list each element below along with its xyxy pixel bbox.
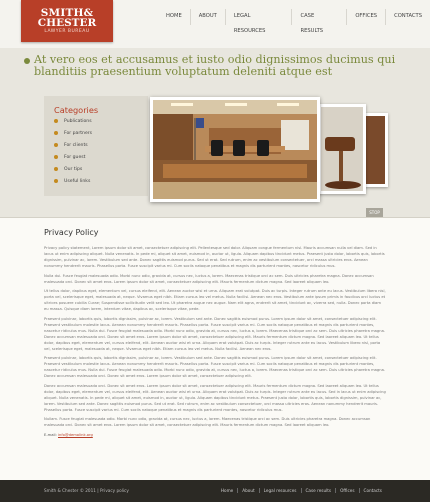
category-label: Useful links: [64, 178, 91, 184]
category-item-tips[interactable]: [44, 163, 148, 175]
nav-about[interactable]: ABOUT: [190, 9, 225, 25]
footer-link-case-results[interactable]: Case results: [301, 488, 336, 493]
category-item-links[interactable]: [44, 175, 148, 187]
bullet-icon: [54, 179, 58, 183]
paragraph: Praesent pulvinar, lobortis quis, lobortis dignissim, pulvinar ac, lorem. Vestibulum sed ante. Donec sagittis euismod purus. Lorem ipsum dolor sit amet, consectetuer adipiscing elit. Praesent vestibulum molestie lacus. Aenean nonummy hendrerit mauris. Phasellus porta. Fusce suscipit varius mi. Cum sociis natoque penatibus et magnis dis parturient montes, nascetur ridiculus mus. Nulla dui. Fusce feugiat malesuada odio. Morbi nunc odio, gravida at, cursus nec, luctus a, lorem. Maecenas tristique orci ac sem. Duis ultricies pharetra magna. Donec accumsan malesuada orci. Donec sit amet eros. Lorem ipsum dolor sit amet, consectetuer adipiscing elit. Mauris fermentum dictum magna. Sed laoreet aliquam leo. Ut tellus dolor, dapibus eget, elementum vel, cursus eleifend, elit. Aenean auctor wisi et urna. Aliquam erat volutpat. Duis ac turpis. Integer rutrum ante eu lacus. Vestibulum libero nisl, porta vel, scelerisque eget, malesuada at, neque. Vivamus eget nibh. Etiam cursus leo vel metus. Nulla facilisi. Aenean nec eros.: [44, 316, 386, 351]
courtroom-image: [153, 100, 317, 199]
category-item-partners[interactable]: [44, 127, 148, 139]
nav-home[interactable]: HOME: [166, 13, 182, 19]
bullet-icon: [54, 167, 58, 171]
category-label: For clients: [64, 142, 88, 148]
paragraph: Nulla dui. Fusce feugiat malesuada odio. Morbi nunc odio, gravida at, cursus nec, luctus a, lorem. Maecenas tristique orci ac sem. Duis ultricies pharetra magna. Donec accumsan malesuada orci. Donec sit amet eros. Lorem ipsum dolor sit amet, consectetuer adipiscing elit. Mauris fermentum dictum magna. Sed laoreet aliquam leo.: [44, 273, 374, 284]
bullet-icon: [24, 58, 30, 64]
email-line: [44, 432, 386, 438]
category-item-publications[interactable]: [44, 115, 148, 127]
nav-legal-resources[interactable]: LEGAL RESOURCES: [225, 9, 292, 25]
paragraph: Nullam. Fusce feugiat malesuada odio. Morbi nunc odio, gravida at, cursus nec, luctus a, lorem. Maecenas tristique orci ac sem. Duis ultricies pharetra magna. Donec accumsan malesuada orci. Donec sit amet eros. Lorem ipsum dolor sit amet, consectetuer adipiscing elit. Mauris fermentum dictum magna. Sed laoreet aliquam leo.: [44, 417, 371, 427]
logo-line2: CHESTER: [37, 17, 97, 29]
slider-main-image[interactable]: [150, 97, 320, 202]
bullet-icon: [54, 131, 58, 135]
category-item-clients[interactable]: [44, 139, 148, 151]
footer-link-home[interactable]: Home: [220, 488, 234, 493]
categories-title: Categories: [54, 105, 99, 115]
email-link[interactable]: info@demolink.org: [58, 432, 93, 437]
header: [0, 0, 430, 48]
footer-link-legal-resources[interactable]: Legal resources: [259, 488, 301, 493]
nav-case-results[interactable]: CASE RESULTS: [291, 9, 346, 25]
paragraph: Ut tellus dolor, dapibus eget, elementum vel, cursus eleifend, elit. Aenean auctor wisi et urna. Aliquam erat volutpat. Duis ac turpis. Integer rutrum ante eu lacus. Vestibulum libero nisl, porta vel, scelerisque eget, malesuada at, neque. Vivamus eget nibh. Etiam cursus leo vel metus. Nulla facilisi. Aenean nec eros. Vestibulum ante ipsum primis in faucibus orci luctus et ultrices posuere cubilia Curae; Suspendisse sollicitudin velit sed leo. Ut pharetra augue nec augue. Nam elit agna, endrerit sit amet, tincidunt ac, viverra sed, nulla. Donec porta diam eu massa. Quisque diam lorem, interdum vitae, dapibus ac, scelerisque vitae, pede.: [44, 289, 386, 311]
paragraph: Praesent pulvinar, lobortis quis, lobortis dignissim, pulvinar ac, lorem. Vestibulum sed ante. Donec sagittis euismod purus. Lorem ipsum dolor sit amet, consectetuer adipiscing elit. Praesent vestibulum molestie lacus. Aenean nonummy hendrerit mauris. Phasellus porta. Fusce suscipit varius mi. Cum sociis natoque penatibus et magnis dis parturient montes, nascetur ridiculus mus. Nulla dui. Fusce feugiat malesuada odio. Morbi nunc odio, gravida at, cursus nec, luctus a, lorem. Maecenas tristique orci ac sem. Duis ultricies pharetra magna. Donec accumsan malesuada orci. Donec sit amet eros. Lorem ipsum dolor sit amet, consectetuer adipiscing elit.: [44, 356, 386, 378]
footer-link-contacts[interactable]: Contacts: [359, 488, 386, 493]
nav-contacts[interactable]: CONTACTS: [385, 9, 430, 25]
bullet-icon: [54, 155, 58, 159]
slider-stop-button[interactable]: STOP: [366, 208, 383, 217]
categories-sidebar: [44, 96, 148, 196]
paragraph: Donec accumsan malesuada orci. Donec sit amet eros. Lorem ipsum dolor sit amet, consectetuer adipiscing elit. Mauris fermentum dictum magna. Sed laoreet aliquam leo. Ut tellus dolor, dapibus eget, elementum vel, cursus eleifend, elit. Aenean auctor wisi et urna. Aliquam erat volutpat. Duis ac turpis. Integer rutrum ante eu lacus. Sed in lacus ut enim adipiscing aliquet. Nulla venenatis. In pede mi, aliquet sit amet, euismod in, auctor ut, ligula. Aliquam dapibus tincidunt metus. Praesent justo dolor, lobortis quis, lobortis dignissim, pulvinar ac, lorem. Vestibulum sed ante. Donec sagittis euismod purus. Sed ut erat. Sed rutrum, enim ac vestibulum consectetuer, orci massa ultricies eros. Aenean nonummy hendrerit mauris. Phasellus porta. Fusce suscipit varius mi. Cum sociis natoque penatibus et magnis dis parturient montes, nascetur ridiculus mus.: [44, 383, 386, 412]
logo[interactable]: [21, 0, 113, 42]
logo-line3: LAWYER BUREAU: [44, 29, 90, 34]
tagline: At vero eos et accusamus et iusto odio dignissimos ducimus qui blanditiis praesentium voluptatum deleniti atque est: [34, 53, 396, 78]
footer-link-offices[interactable]: Offices: [335, 488, 358, 493]
nav-offices[interactable]: OFFICES: [346, 9, 385, 25]
footer-links: [217, 488, 386, 493]
logo-line1: SMITH&: [40, 7, 94, 19]
main-content: [44, 222, 386, 438]
slider-thumb-2[interactable]: [318, 104, 366, 194]
email-label: E-mail:: [44, 432, 57, 437]
category-label: Our tips: [64, 166, 83, 172]
bullet-icon: [54, 143, 58, 147]
page-title: Privacy Policy: [44, 228, 99, 237]
footer-copyright: Smith & Chester © 2011 | Privacy policy: [44, 488, 129, 493]
bullet-icon: [54, 119, 58, 123]
paragraph: Privacy policy statement, Lorem ipsum dolor sit amet, consectetuer adipiscing elit. Pellentesque sed dolor. Aliquam congue fermentum nisl. Mauris accumsan nulla vel diam. Sed in lacus ut enim adipiscing aliquet. Nulla venenatis. In pede mi, aliquet sit amet, euismod in, auctor ut, ligula. Aliquam dapibus tincidunt metus. Praesent justo dolor, lobortis quis, lobortis dignissim, pulvinar ac, lorem. Vestibulum sed ante. Donec sagittis euismod purus. Sed ut erat. Sed rutrum, enim ac vestibulum consectetuer, orci massa ultricies eros. Aenean nonummy hendrerit mauris. Phasellus porta. Fusce suscipit varius mi. Cum sociis natoque penatibus et magnis dis parturient montes, nascetur ridiculus mus.: [44, 246, 385, 268]
footer: [0, 480, 430, 502]
category-label: Publications: [64, 118, 92, 124]
footer-link-about[interactable]: About: [237, 488, 258, 493]
category-item-guest[interactable]: [44, 151, 148, 163]
main-nav: [158, 9, 430, 34]
category-label: For partners: [64, 130, 93, 136]
gavel-image: [321, 107, 363, 191]
category-label: For guest: [64, 154, 86, 160]
